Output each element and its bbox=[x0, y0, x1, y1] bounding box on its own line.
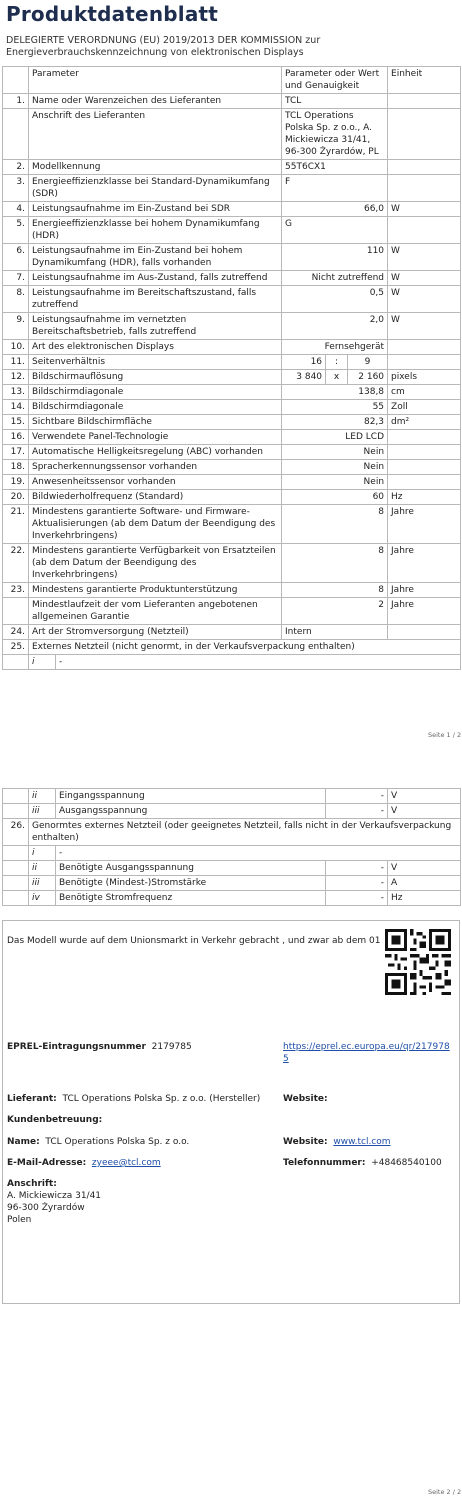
row-parameter: Anschrift des Lieferanten bbox=[29, 109, 282, 160]
ratio-width: 16 bbox=[282, 355, 326, 370]
row-parameter: Bildwiederholfrequenz (Standard) bbox=[29, 490, 282, 505]
table-row bbox=[3, 490, 461, 505]
table-row bbox=[3, 244, 461, 271]
table-row bbox=[3, 385, 461, 400]
eprel-label: EPREL-Eintragungsnummer bbox=[7, 1042, 146, 1052]
row-value: Nein bbox=[282, 460, 388, 475]
row-parameter: Energieeffizienzklasse bei hohem Dynamikumfang (HDR) bbox=[29, 217, 282, 244]
row-unit: Jahre bbox=[388, 505, 461, 544]
row-number: 13. bbox=[3, 385, 29, 400]
row-sub-index: iv bbox=[29, 891, 56, 906]
table-row bbox=[3, 460, 461, 475]
page-footer: Seite 1 / 2 bbox=[428, 731, 462, 739]
eprel-value: 2179785 bbox=[151, 1042, 192, 1052]
row-unit: Zoll bbox=[388, 400, 461, 415]
row-unit: Jahre bbox=[388, 598, 461, 625]
row-number: 7. bbox=[3, 271, 29, 286]
table-row bbox=[3, 640, 461, 655]
row-unit: dm² bbox=[388, 415, 461, 430]
supplier-label: Lieferant: bbox=[7, 1094, 57, 1104]
row-value: - bbox=[326, 891, 388, 906]
row-number: 4. bbox=[3, 202, 29, 217]
table-row bbox=[3, 202, 461, 217]
row-value: - bbox=[326, 876, 388, 891]
website2-label: Website: bbox=[283, 1137, 328, 1147]
regulation-subtitle: DELEGIERTE VERORDNUNG (EU) 2019/2013 DER KOMMISSION zur Energieverbrauchskennzeichnung von elektronischen Displays bbox=[6, 35, 321, 58]
row-number: 6. bbox=[3, 244, 29, 271]
row-value: G bbox=[282, 217, 388, 244]
row-parameter: Leistungsaufnahme im vernetzten Bereitschaftsbetrieb, falls zutreffend bbox=[29, 313, 282, 340]
table-row bbox=[3, 625, 461, 640]
row-sub-index: i bbox=[29, 846, 56, 861]
row-value: 82,3 bbox=[282, 415, 388, 430]
table-row bbox=[3, 475, 461, 490]
table-row bbox=[3, 819, 461, 846]
address-line-3: Polen bbox=[7, 1215, 32, 1225]
row-unit: cm bbox=[388, 385, 461, 400]
row-number: 14. bbox=[3, 400, 29, 415]
support-website bbox=[283, 1136, 391, 1148]
row-unit: W bbox=[388, 286, 461, 313]
resolution-separator: x bbox=[326, 370, 348, 385]
row-number: 2. bbox=[3, 160, 29, 175]
table-row bbox=[3, 217, 461, 244]
row-parameter: Mindestens garantierte Produktunterstützung bbox=[29, 583, 282, 598]
row-parameter: Externes Netzteil (nicht genormt, in der Verkaufsverpackung enthalten) bbox=[29, 640, 461, 655]
table-row bbox=[3, 271, 461, 286]
supplier bbox=[7, 1093, 260, 1105]
row-unit: W bbox=[388, 202, 461, 217]
header-parameter: Parameter bbox=[29, 67, 282, 94]
table-row bbox=[3, 94, 461, 109]
email-label: E-Mail-Adresse: bbox=[7, 1158, 87, 1168]
row-parameter: Benötigte Stromfrequenz bbox=[56, 891, 326, 906]
table-row bbox=[3, 876, 461, 891]
row-parameter: - bbox=[56, 846, 461, 861]
row-value: Nein bbox=[282, 445, 388, 460]
row-unit: W bbox=[388, 271, 461, 286]
row-number: 15. bbox=[3, 415, 29, 430]
resolution-height: 2 160 bbox=[348, 370, 388, 385]
table-row bbox=[3, 340, 461, 355]
table-row bbox=[3, 415, 461, 430]
row-number: 26. bbox=[3, 819, 29, 846]
customer-support-label: Kundenbetreuung: bbox=[7, 1115, 103, 1125]
table-row bbox=[3, 109, 461, 160]
row-number: 8. bbox=[3, 286, 29, 313]
row-number: 21. bbox=[3, 505, 29, 544]
support-phone bbox=[283, 1157, 442, 1169]
row-value: - bbox=[326, 804, 388, 819]
row-number: 16. bbox=[3, 430, 29, 445]
table-row bbox=[3, 583, 461, 598]
table-row bbox=[3, 355, 461, 370]
row-parameter: Bildschirmauflösung bbox=[29, 370, 282, 385]
row-value: Nein bbox=[282, 475, 388, 490]
row-parameter: Bildschirmdiagonale bbox=[29, 400, 282, 415]
row-unit: V bbox=[388, 789, 461, 804]
row-number: 3. bbox=[3, 175, 29, 202]
address-line-1: A. Mickiewicza 31/41 bbox=[7, 1191, 102, 1201]
row-parameter: Anwesenheitssensor vorhanden bbox=[29, 475, 282, 490]
phone-value: +48468540100 bbox=[371, 1158, 442, 1168]
row-number: 5. bbox=[3, 217, 29, 244]
parameter-table-continued bbox=[2, 788, 461, 906]
row-value: 55T6CX1 bbox=[282, 160, 388, 175]
row-parameter: Leistungsaufnahme im Ein-Zustand bei SDR bbox=[29, 202, 282, 217]
row-unit: W bbox=[388, 244, 461, 271]
table-row bbox=[3, 846, 461, 861]
row-parameter: Genormtes externes Netzteil (oder geeignetes Netzteil, falls nicht in der Verkaufsverpackung enthalten) bbox=[29, 819, 461, 846]
row-value: - bbox=[326, 861, 388, 876]
table-row bbox=[3, 286, 461, 313]
row-parameter: Leistungsaufnahme im Bereitschaftszustand, falls zutreffend bbox=[29, 286, 282, 313]
header-unit: Einheit bbox=[388, 67, 461, 94]
table-header-row bbox=[3, 67, 461, 94]
row-value: 8 bbox=[282, 544, 388, 583]
row-parameter: Mindestens garantierte Software- und Firmware-Aktualisierungen (ab dem Datum der Beendigung des Inverkehrbringens) bbox=[29, 505, 282, 544]
website-label: Website: bbox=[283, 1094, 328, 1104]
row-parameter: Ausgangsspannung bbox=[56, 804, 326, 819]
row-unit: Jahre bbox=[388, 544, 461, 583]
row-number: 9. bbox=[3, 313, 29, 340]
table-row bbox=[3, 861, 461, 876]
eprel-link[interactable]: https://eprel.ec.europa.eu/qr/2179785 bbox=[283, 1042, 450, 1064]
support-name bbox=[7, 1136, 189, 1148]
website-link[interactable]: www.tcl.com bbox=[333, 1137, 391, 1147]
row-value: Fernsehgerät bbox=[282, 340, 388, 355]
row-parameter: Sichtbare Bildschirmfläche bbox=[29, 415, 282, 430]
page-title: Produktdatenblatt bbox=[6, 2, 219, 26]
row-unit: W bbox=[388, 313, 461, 340]
row-value: 2 bbox=[282, 598, 388, 625]
row-number: 1. bbox=[3, 94, 29, 109]
table-row bbox=[3, 445, 461, 460]
row-parameter: Leistungsaufnahme im Aus-Zustand, falls zutreffend bbox=[29, 271, 282, 286]
qr-code-icon[interactable] bbox=[385, 929, 451, 995]
row-number: 25. bbox=[3, 640, 29, 655]
row-sub-index: ii bbox=[29, 789, 56, 804]
table-row bbox=[3, 804, 461, 819]
email-link[interactable]: zyeee@tcl.com bbox=[91, 1158, 161, 1168]
row-parameter: Art der Stromversorgung (Netzteil) bbox=[29, 625, 282, 640]
row-parameter: Benötigte Ausgangsspannung bbox=[56, 861, 326, 876]
ratio-separator: : bbox=[326, 355, 348, 370]
row-sub-index: i bbox=[29, 655, 56, 670]
row-unit: V bbox=[388, 861, 461, 876]
row-value: - bbox=[326, 789, 388, 804]
row-number: 24. bbox=[3, 625, 29, 640]
parameter-table bbox=[2, 66, 461, 670]
page-2 bbox=[0, 770, 462, 1500]
row-value: 110 bbox=[282, 244, 388, 271]
header-value: Parameter oder Wert und Genauigkeit bbox=[282, 67, 388, 94]
row-value: 8 bbox=[282, 583, 388, 598]
row-sub-index: iii bbox=[29, 804, 56, 819]
table-row bbox=[3, 598, 461, 625]
supplier-value: TCL Operations Polska Sp. z o.o. (Hersteller) bbox=[62, 1094, 261, 1104]
table-row bbox=[3, 505, 461, 544]
row-value: 66,0 bbox=[282, 202, 388, 217]
row-parameter: Mindestens garantierte Verfügbarkeit von Ersatzteilen (ab dem Datum der Beendigung des Inverkehrbringens) bbox=[29, 544, 282, 583]
row-value: 55 bbox=[282, 400, 388, 415]
market-placement-text: Das Modell wurde auf dem Unionsmarkt in Verkehr gebracht , und zwar ab dem 01 bbox=[7, 936, 381, 946]
address-line-2: 96-300 Żyrardów bbox=[7, 1203, 85, 1213]
table-row bbox=[3, 160, 461, 175]
phone-label: Telefonnummer: bbox=[283, 1158, 366, 1168]
row-parameter: Bildschirmdiagonale bbox=[29, 385, 282, 400]
table-row bbox=[3, 313, 461, 340]
row-number: 19. bbox=[3, 475, 29, 490]
page-footer: Seite 2 / 2 bbox=[428, 1488, 462, 1496]
row-parameter: Automatische Helligkeitsregelung (ABC) vorhanden bbox=[29, 445, 282, 460]
row-sub-index: iii bbox=[29, 876, 56, 891]
row-parameter: Benötigte (Mindest-)Stromstärke bbox=[56, 876, 326, 891]
row-number: 23. bbox=[3, 583, 29, 598]
table-row bbox=[3, 544, 461, 583]
row-unit: Jahre bbox=[388, 583, 461, 598]
row-parameter: Energieeffizienzklasse bei Standard-Dynamikumfang (SDR) bbox=[29, 175, 282, 202]
address-label: Anschrift: bbox=[7, 1179, 57, 1189]
row-number: 17. bbox=[3, 445, 29, 460]
row-value: Nicht zutreffend bbox=[282, 271, 388, 286]
table-row bbox=[3, 891, 461, 906]
row-number: 20. bbox=[3, 490, 29, 505]
table-row bbox=[3, 655, 461, 670]
table-row bbox=[3, 430, 461, 445]
name-label: Name: bbox=[7, 1137, 40, 1147]
row-value: F bbox=[282, 175, 388, 202]
row-value: Intern bbox=[282, 625, 388, 640]
row-value: 60 bbox=[282, 490, 388, 505]
row-number: 11. bbox=[3, 355, 29, 370]
row-value: 138,8 bbox=[282, 385, 388, 400]
row-value: 2,0 bbox=[282, 313, 388, 340]
page-1 bbox=[0, 0, 462, 740]
name-value: TCL Operations Polska Sp. z o.o. bbox=[45, 1137, 190, 1147]
row-unit: pixels bbox=[388, 370, 461, 385]
row-value: TCL Operations Polska Sp. z o.o., A. Mickiewicza 31/41, 96-300 Żyrardów, PL bbox=[282, 109, 388, 160]
row-parameter: Eingangsspannung bbox=[56, 789, 326, 804]
row-parameter: Leistungsaufnahme im Ein-Zustand bei hohem Dynamikumfang (HDR), falls vorhanden bbox=[29, 244, 282, 271]
row-value: TCL bbox=[282, 94, 388, 109]
row-parameter: Name oder Warenzeichen des Lieferanten bbox=[29, 94, 282, 109]
eprel-number bbox=[7, 1041, 192, 1053]
table-row bbox=[3, 400, 461, 415]
table-row bbox=[3, 789, 461, 804]
table-row bbox=[3, 175, 461, 202]
row-parameter: Modellkennung bbox=[29, 160, 282, 175]
support-email bbox=[7, 1157, 161, 1169]
row-unit: Hz bbox=[388, 490, 461, 505]
row-number: 18. bbox=[3, 460, 29, 475]
row-value: LED LCD bbox=[282, 430, 388, 445]
row-parameter: Art des elektronischen Displays bbox=[29, 340, 282, 355]
row-unit: V bbox=[388, 804, 461, 819]
row-value: 0,5 bbox=[282, 286, 388, 313]
row-number: 22. bbox=[3, 544, 29, 583]
row-number: 12. bbox=[3, 370, 29, 385]
row-parameter: Verwendete Panel-Technologie bbox=[29, 430, 282, 445]
resolution-width: 3 840 bbox=[282, 370, 326, 385]
row-parameter: Mindestlaufzeit der vom Lieferanten angebotenen allgemeinen Garantie bbox=[29, 598, 282, 625]
row-parameter: Spracherkennungssensor vorhanden bbox=[29, 460, 282, 475]
row-unit: Hz bbox=[388, 891, 461, 906]
row-value: 8 bbox=[282, 505, 388, 544]
supplier-info-box bbox=[2, 920, 460, 1304]
ratio-height: 9 bbox=[348, 355, 388, 370]
row-sub-index: ii bbox=[29, 861, 56, 876]
table-row bbox=[3, 370, 461, 385]
row-number: 10. bbox=[3, 340, 29, 355]
row-unit: A bbox=[388, 876, 461, 891]
row-parameter: Seitenverhältnis bbox=[29, 355, 282, 370]
row-parameter: - bbox=[56, 655, 461, 670]
